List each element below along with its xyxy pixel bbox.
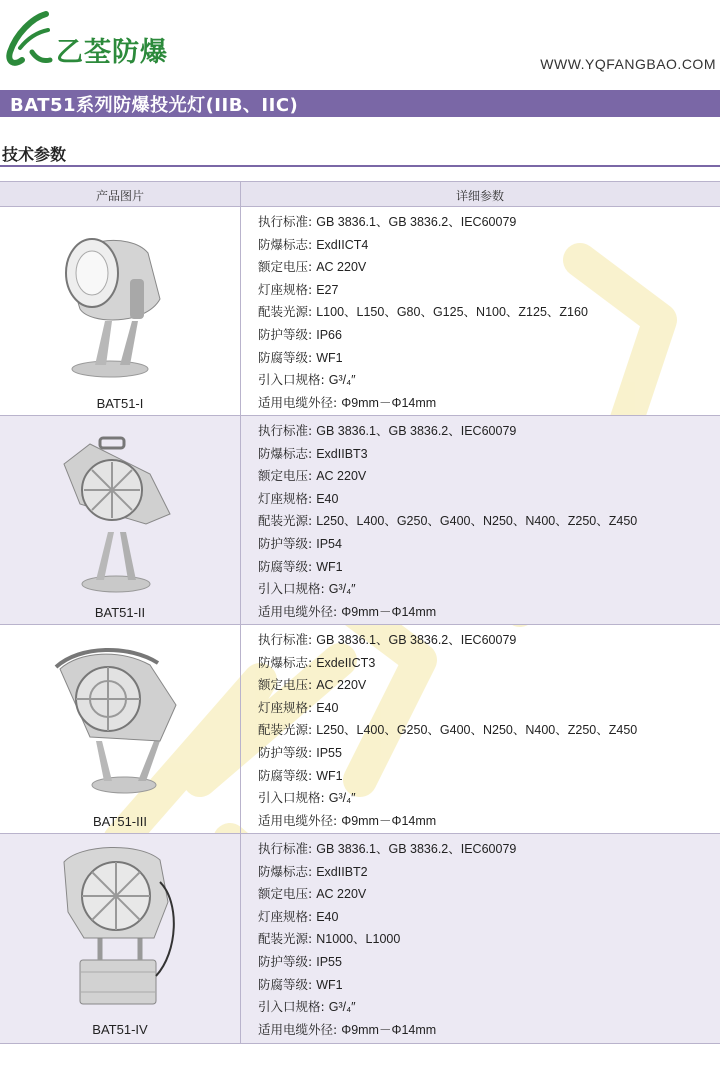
spec-light-source: [258, 721, 718, 744]
brand-logo-icon: [2, 8, 54, 70]
spec-standard: [258, 213, 718, 236]
product-specs: [258, 840, 718, 1043]
spec-label: 引入口规格:: [258, 999, 325, 1015]
spec-ex-mark: [258, 445, 718, 468]
website-url[interactable]: WWW.YQFANGBAO.COM: [540, 56, 716, 72]
spec-value: GB 3836.1、GB 3836.2、IEC60079: [316, 633, 517, 647]
spec-value: GB 3836.1、GB 3836.2、IEC60079: [316, 215, 517, 229]
spec-inlet: [258, 789, 718, 812]
floodlight-lamp-icon: [50, 645, 190, 795]
spec-value: E40: [316, 491, 339, 506]
spec-label: 引入口规格:: [258, 790, 325, 806]
spec-value: AC 220V: [316, 260, 367, 275]
spec-inlet: [258, 371, 718, 394]
title-bar: [0, 90, 720, 117]
page-title: BAT51系列防爆投光灯(IIB、IIC): [10, 95, 299, 116]
spec-value: ExdIIBT2: [316, 864, 368, 879]
table-row: [0, 416, 720, 625]
spec-label: 防腐等级:: [258, 767, 313, 783]
spec-protection: [258, 744, 718, 767]
spec-label: 配装光源:: [258, 304, 313, 320]
spec-light-source: [258, 512, 718, 535]
spec-anticorrosion: [258, 976, 718, 999]
spec-label: 灯座规格:: [258, 699, 313, 715]
spec-socket: [258, 908, 718, 931]
spec-label: 防护等级:: [258, 953, 313, 969]
floodlight-lamp-icon: [50, 434, 190, 594]
spec-label: 执行标准:: [258, 632, 313, 647]
spec-ex-mark: [258, 236, 718, 259]
spec-standard: [258, 631, 718, 654]
spec-value: IP66: [316, 327, 342, 342]
product-specs: [258, 213, 718, 416]
table-header: [0, 181, 720, 207]
spec-value: G³/₄″: [328, 791, 356, 806]
spec-value: IP55: [316, 745, 342, 760]
spec-standard: [258, 422, 718, 445]
spec-label: 配装光源:: [258, 931, 313, 947]
spec-label: 执行标准:: [258, 214, 313, 229]
product-model: BAT51-III: [93, 814, 147, 829]
brand-name: 乙荃防爆: [56, 37, 168, 68]
spec-protection: [258, 535, 718, 558]
product-model: BAT51-IV: [92, 1022, 148, 1037]
spec-value: E40: [316, 700, 339, 715]
spec-value: IP55: [316, 954, 342, 969]
spec-value: AC 220V: [316, 678, 367, 693]
spec-cable: [258, 812, 718, 835]
spec-value: WF1: [316, 350, 343, 365]
spec-label: 适用电缆外径:: [258, 812, 338, 828]
product-specs: [258, 631, 718, 834]
spec-label: 防腐等级:: [258, 976, 313, 992]
spec-label: 适用电缆外径:: [258, 603, 338, 619]
table-row: [0, 207, 720, 416]
spec-label: 灯座规格:: [258, 908, 313, 924]
page-header: [0, 0, 720, 90]
spec-voltage: [258, 258, 718, 281]
spec-label: 额定电压:: [258, 259, 313, 275]
spec-label: 防爆标志:: [258, 654, 313, 670]
section-divider: [0, 165, 720, 167]
column-divider: [240, 181, 241, 1044]
spec-cable: [258, 394, 718, 417]
spec-inlet: [258, 580, 718, 603]
spec-label: 适用电缆外径:: [258, 1021, 338, 1037]
spec-label: 引入口规格:: [258, 372, 325, 388]
spec-protection: [258, 953, 718, 976]
table-row: [0, 625, 720, 834]
spec-value: L250、L400、G250、G400、N250、N400、Z250、Z450: [316, 723, 638, 738]
product-model: BAT51-II: [94, 605, 146, 620]
spec-value: ExdIIBT3: [316, 446, 368, 461]
spec-value: Φ9mm－Φ14mm: [341, 395, 437, 410]
spec-label: 防腐等级:: [258, 349, 313, 365]
spec-label: 灯座规格:: [258, 490, 313, 506]
spec-value: AC 220V: [316, 469, 367, 484]
spec-label: 防爆标志:: [258, 863, 313, 879]
spec-label: 配装光源:: [258, 722, 313, 738]
spec-inlet: [258, 998, 718, 1021]
spec-value: G³/₄″: [328, 373, 356, 388]
spec-value: L100、L150、G80、G125、N100、Z125、Z160: [316, 305, 588, 320]
spec-value: L250、L400、G250、G400、N250、N400、Z250、Z450: [316, 514, 638, 529]
floodlight-lamp-icon: [50, 229, 190, 379]
spec-value: G³/₄″: [328, 1000, 356, 1015]
spec-value: Φ9mm－Φ14mm: [341, 1022, 437, 1037]
spec-label: 防腐等级:: [258, 558, 313, 574]
product-model: BAT51-I: [96, 396, 144, 411]
spec-value: E27: [316, 282, 339, 297]
spec-value: WF1: [316, 977, 343, 992]
spec-value: N1000、L1000: [316, 932, 401, 947]
spec-label: 额定电压:: [258, 468, 313, 484]
spec-value: AC 220V: [316, 887, 367, 902]
spec-value: WF1: [316, 559, 343, 574]
spec-label: 执行标准:: [258, 423, 313, 438]
section-title: 技术参数: [2, 145, 67, 164]
spec-voltage: [258, 467, 718, 490]
spec-value: E40: [316, 909, 339, 924]
spec-protection: [258, 326, 718, 349]
spec-label: 引入口规格:: [258, 581, 325, 597]
spec-label: 灯座规格:: [258, 281, 313, 297]
spec-socket: [258, 699, 718, 722]
spec-light-source: [258, 930, 718, 953]
spec-anticorrosion: [258, 767, 718, 790]
spec-voltage: [258, 885, 718, 908]
spec-cable: [258, 1021, 718, 1044]
spec-label: 适用电缆外径:: [258, 394, 338, 410]
spec-label: 防护等级:: [258, 535, 313, 551]
spec-anticorrosion: [258, 558, 718, 581]
spec-value: ExdeIICT3: [316, 655, 376, 670]
spec-label: 额定电压:: [258, 886, 313, 902]
spec-ex-mark: [258, 863, 718, 886]
spec-label: 防爆标志:: [258, 445, 313, 461]
spec-standard: [258, 840, 718, 863]
header-details: 详细参数: [455, 189, 504, 203]
spec-value: GB 3836.1、GB 3836.2、IEC60079: [316, 424, 517, 438]
spec-socket: [258, 281, 718, 304]
spec-voltage: [258, 676, 718, 699]
spec-cable: [258, 603, 718, 626]
spec-value: G³/₄″: [328, 582, 356, 597]
spec-ex-mark: [258, 654, 718, 677]
spec-value: WF1: [316, 768, 343, 783]
product-specs: [258, 422, 718, 625]
spec-label: 执行标准:: [258, 841, 313, 856]
spec-label: 额定电压:: [258, 677, 313, 693]
header-image: 产品图片: [95, 189, 144, 203]
spec-light-source: [258, 303, 718, 326]
spec-value: GB 3836.1、GB 3836.2、IEC60079: [316, 842, 517, 856]
spec-value: Φ9mm－Φ14mm: [341, 813, 437, 828]
spec-socket: [258, 490, 718, 513]
spec-anticorrosion: [258, 349, 718, 372]
spec-label: 防护等级:: [258, 744, 313, 760]
spec-value: IP54: [316, 536, 342, 551]
table-row: [0, 834, 720, 1044]
spec-label: 防爆标志:: [258, 236, 313, 252]
spec-value: ExdIICT4: [316, 237, 369, 252]
spec-label: 防护等级:: [258, 326, 313, 342]
spec-label: 配装光源:: [258, 513, 313, 529]
spec-value: Φ9mm－Φ14mm: [341, 604, 437, 619]
floodlight-lamp-icon: [50, 842, 190, 1014]
